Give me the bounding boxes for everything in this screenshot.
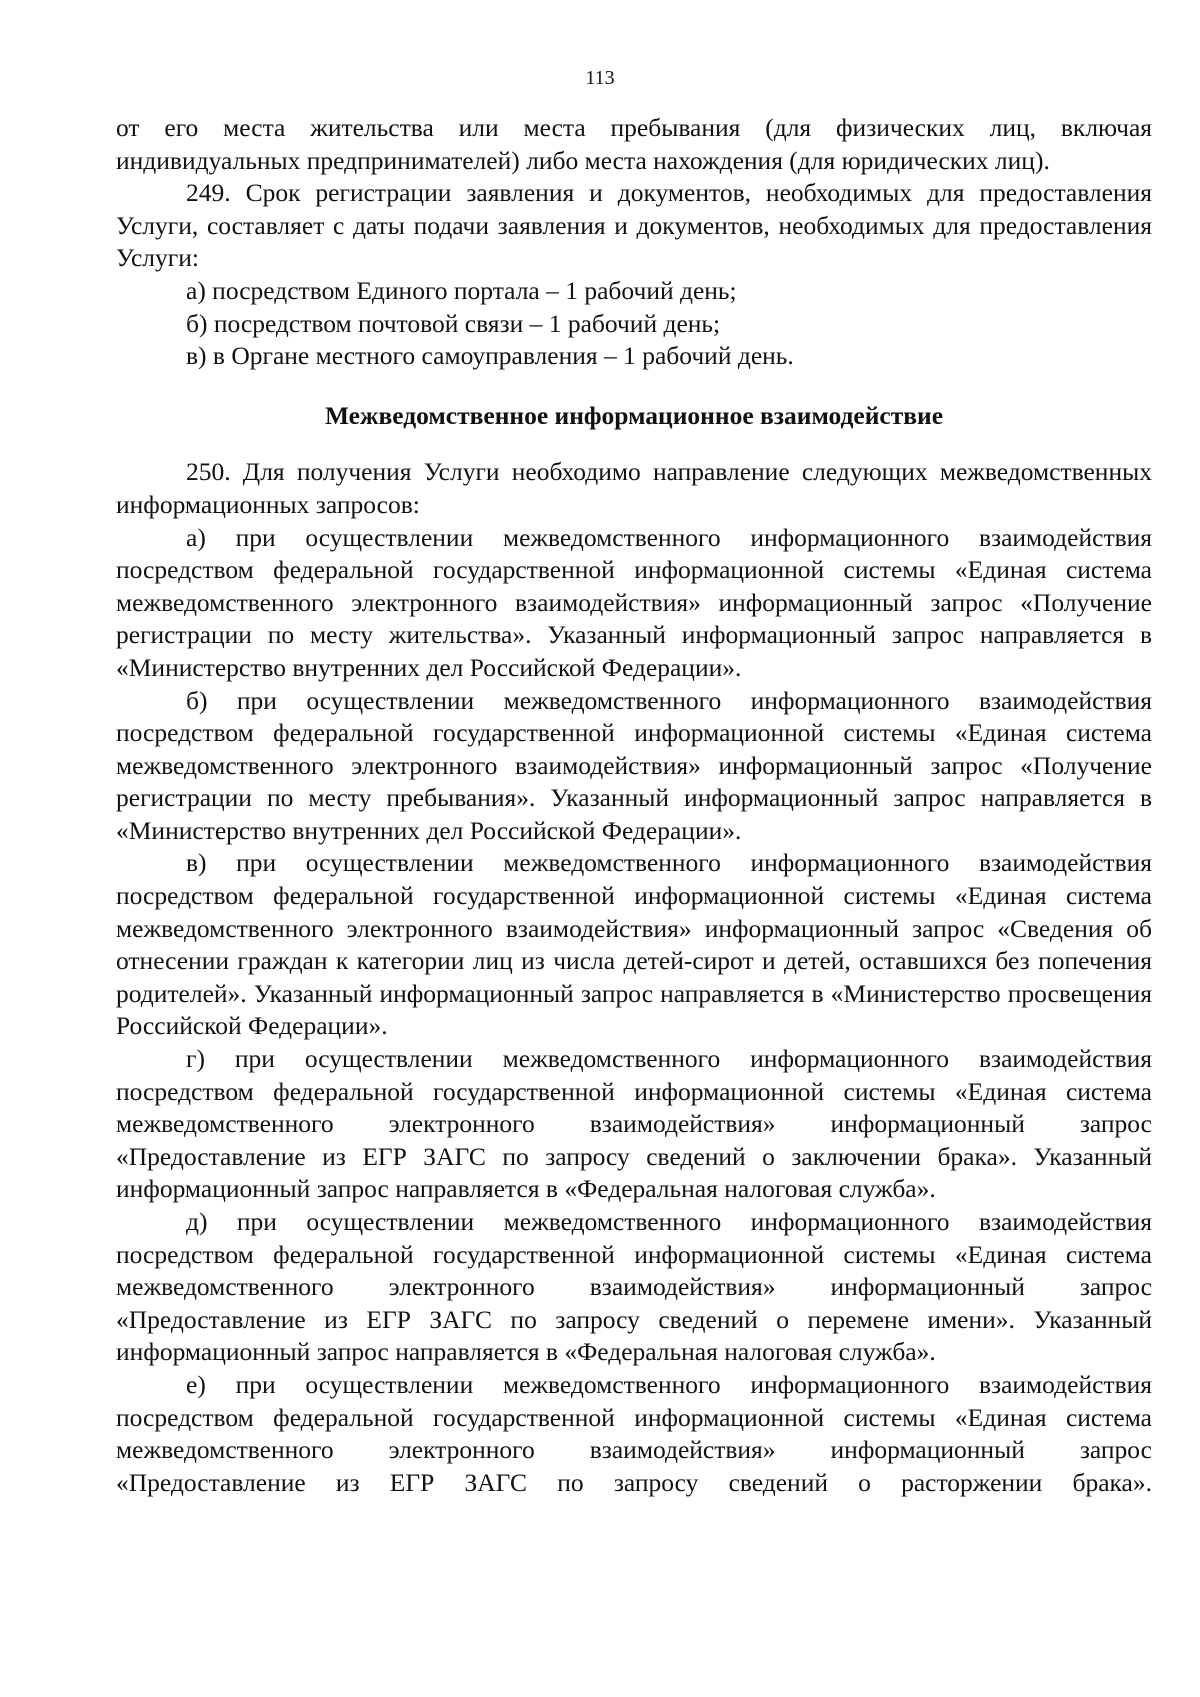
- list-item-250-d: д) при осуществлении межведомственного информационного взаимодействия посредством федеральной государственной информационной системы «Единая система межведомственного электронного взаимодействия» информационный запрос «Предоставление из ЕГР ЗАГС по запросу сведений о перемене имени». Указанный информационный запрос направляется в «Федеральная налоговая служба».: [116, 1207, 1152, 1367]
- document-body: [116, 112, 1152, 1499]
- list-item-250-e: е) при осуществлении межведомственного информационного взаимодействия посредством федеральной государственной информационной системы «Единая система межведомственного электронного взаимодействия» информационный запрос «Предоставление из ЕГР ЗАГС по запросу сведений о расторжении брака».: [116, 1369, 1152, 1497]
- list-item-250-b: б) при осуществлении межведомственного информационного взаимодействия посредством федеральной государственной информационной системы «Единая система межведомственного электронного взаимодействия» информационный запрос «Получение регистрации по месту пребывания». Указанный информационный запрос направляется в «Министерство внутренних дел Российской Федерации».: [116, 685, 1152, 845]
- list-item-249-a: а) посредством Единого портала – 1 рабочий день;: [186, 275, 737, 305]
- paragraph-249: 249. Срок регистрации заявления и документов, необходимых для предоставления Услуги, составляет с даты подачи заявления и документов, необходимых для предоставления Услуги:: [116, 178, 1152, 273]
- list-item-250-g: г) при осуществлении межведомственного информационного взаимодействия посредством федеральной государственной информационной системы «Единая система межведомственного электронного взаимодействия» информационный запрос «Предоставление из ЕГР ЗАГС по запросу сведений о заключении брака». Указанный информационный запрос направляется в «Федеральная налоговая служба».: [116, 1044, 1152, 1204]
- page-number: 113: [585, 67, 615, 89]
- paragraph-continuation: от его места жительства или места пребывания (для физических лиц, включая индивидуальных предпринимателей) либо места нахождения (для юридических лиц).: [116, 113, 1152, 175]
- list-item-250-a: а) при осуществлении межведомственного информационного взаимодействия посредством федеральной государственной информационной системы «Единая система межведомственного электронного взаимодействия» информационный запрос «Получение регистрации по месту жительства». Указанный информационный запрос направляется в «Министерство внутренних дел Российской Федерации».: [116, 522, 1152, 682]
- list-item-250-v: в) при осуществлении межведомственного информационного взаимодействия посредством федеральной государственной информационной системы «Единая система межведомственного электронного взаимодействия» информационный запрос «Сведения об отнесении граждан к категории лиц из числа детей-сирот и детей, оставшихся без попечения родителей». Указанный информационный запрос направляется в «Министерство просвещения Российской Федерации».: [116, 848, 1152, 1041]
- list-item-249-b: б) посредством почтовой связи – 1 рабочий день;: [186, 308, 721, 338]
- paragraph-250: 250. Для получения Услуги необходимо направление следующих межведомственных информационных запросов:: [116, 457, 1152, 519]
- list-item-249-v: в) в Органе местного самоуправления – 1 рабочий день.: [186, 341, 794, 371]
- section-heading: Межведомственное информационное взаимодействие: [324, 400, 944, 430]
